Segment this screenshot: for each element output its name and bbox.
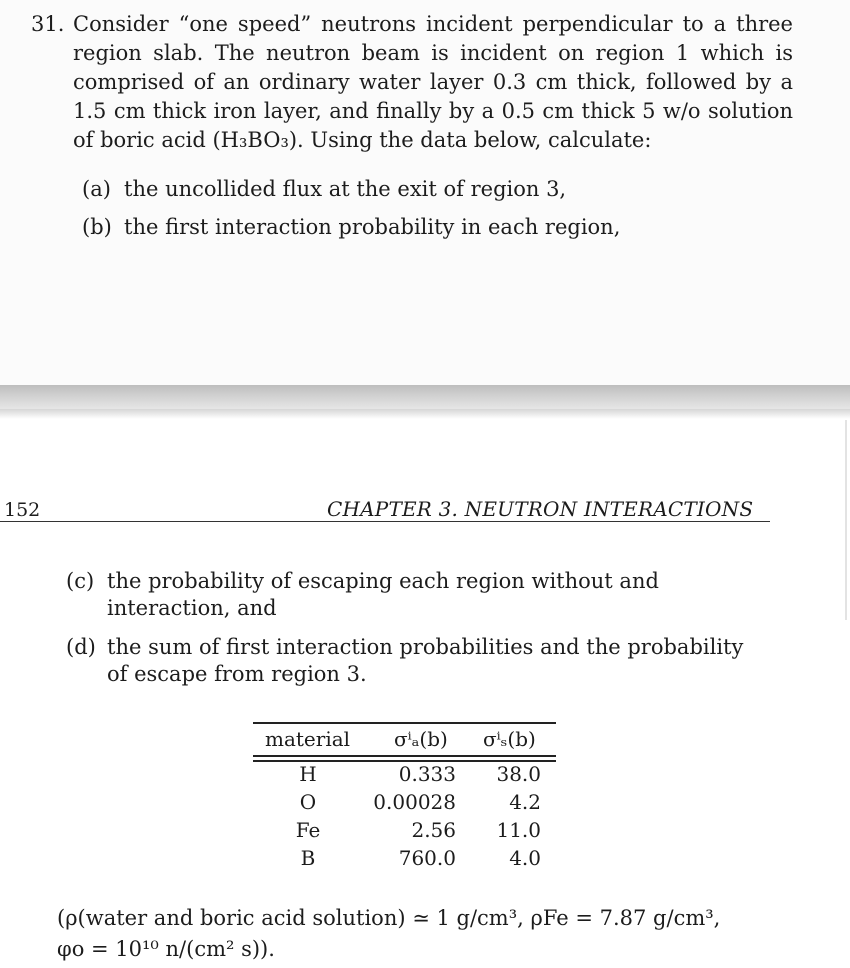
problem-item-d: [66, 634, 766, 688]
page-separator-shadow: [0, 409, 850, 419]
table-cell-material: B: [300, 846, 316, 870]
page-number: 152: [4, 499, 41, 521]
table-cell-sigma-a: 0.00028: [373, 790, 456, 814]
table-cell-material: H: [299, 762, 317, 786]
table-cell-sigma-a: 0.333: [398, 762, 456, 786]
item-text: the uncollided flux at the exit of region 3,: [124, 177, 567, 201]
page-separator: [0, 385, 850, 409]
problem-number: 31.: [31, 12, 65, 36]
item-text: the sum of first interaction probabilities and the probability of escape from region 3.: [107, 635, 744, 686]
given-constants: [57, 903, 757, 965]
item-label: (a): [82, 177, 111, 201]
problem-item-a: [82, 175, 566, 204]
column-header-sigma-a: σⁱₐ(b): [394, 727, 448, 751]
table-cell-sigma-s: 11.0: [496, 818, 541, 842]
table-cell-sigma-s: 38.0: [496, 762, 541, 786]
column-header-sigma-s: σⁱₛ(b): [483, 727, 536, 751]
problem-item-b: [82, 213, 620, 242]
item-text: the first interaction probability in each region,: [124, 215, 621, 239]
table-cell-sigma-a: 760.0: [398, 846, 456, 870]
problem-statement: Consider “one speed” neutrons incident perpendicular to a three region slab. The neutron beam is incident on region 1 which is comprised of an ordinary water layer 0.3 cm thick, followed by a 1.5 cm thick iron layer, and finally by a 0.5 cm thick 5 w/o solution of boric acid (H₃BO₃). Using the data below, calculate:: [73, 12, 793, 152]
constants-line-2: φo = 10¹⁰ n/(cm² s)).: [57, 937, 275, 961]
header-rule: [0, 521, 770, 522]
chapter-title: CHAPTER 3. NEUTRON INTERACTIONS: [327, 497, 754, 521]
table-cell-sigma-s: 4.0: [509, 846, 541, 870]
page-edge-line: [845, 420, 847, 620]
table-rule: [253, 755, 556, 757]
item-label: (d): [66, 635, 96, 659]
table-cell-material: O: [299, 790, 317, 814]
problem-page-fragment: [0, 0, 850, 385]
table-cell-sigma-s: 4.2: [509, 790, 541, 814]
item-label: (c): [66, 569, 95, 593]
column-header-material: material: [265, 727, 351, 751]
item-label: (b): [82, 215, 112, 239]
table-cell-material: Fe: [295, 818, 321, 842]
table-cell-sigma-a: 2.56: [411, 818, 456, 842]
problem-item-c: [66, 568, 766, 622]
table-rule: [253, 722, 556, 724]
constants-line-1: (ρ(water and boric acid solution) ≃ 1 g/cm³, ρFe = 7.87 g/cm³,: [57, 906, 721, 930]
item-text: the probability of escaping each region without and interaction, and: [107, 569, 659, 620]
